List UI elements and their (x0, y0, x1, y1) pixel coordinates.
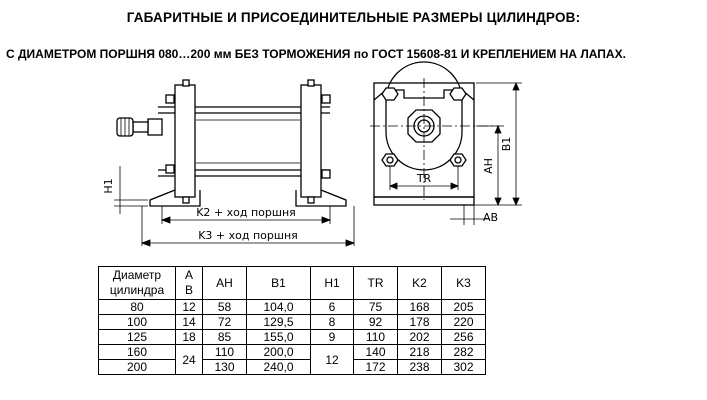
header-k2: K2 (398, 267, 442, 300)
cell-k3: 256 (442, 330, 486, 345)
cell-b1: 240,0 (247, 360, 311, 375)
header-diameter: Диаметр цилиндра (99, 267, 176, 300)
table-row (99, 300, 486, 315)
cell-k2: 238 (398, 360, 442, 375)
cell-tr: 75 (354, 300, 398, 315)
header-b1: B1 (247, 267, 311, 300)
ah-label: AH (482, 158, 495, 174)
cell-h1: 8 (311, 315, 354, 330)
header-ah: AH (203, 267, 247, 300)
table-header-row (99, 267, 486, 300)
cell-diameter: 160 (99, 345, 176, 360)
cell-ab: 14 (176, 315, 203, 330)
dimensions-table (98, 266, 486, 375)
cell-b1: 200,0 (247, 345, 311, 360)
cell-ah: 110 (203, 345, 247, 360)
header-k3: K3 (442, 267, 486, 300)
ab-label: AB (483, 211, 499, 224)
page-title: ГАБАРИТНЫЕ И ПРИСОЕДИНИТЕЛЬНЫЕ РАЗМЕРЫ ЦИЛИНДРОВ: (126, 10, 581, 25)
cell-ah: 130 (203, 360, 247, 375)
table-row (99, 315, 486, 330)
cell-h1: 9 (311, 330, 354, 345)
header-tr: TR (354, 267, 398, 300)
cell-ab: 12 (176, 300, 203, 315)
cell-diameter: 80 (99, 300, 176, 315)
cell-k2: 168 (398, 300, 442, 315)
cell-ah: 72 (203, 315, 247, 330)
table-row (99, 360, 486, 375)
cell-ah: 85 (203, 330, 247, 345)
cell-h1-merged: 12 (311, 345, 354, 375)
cell-b1: 155,0 (247, 330, 311, 345)
header-h1: H1 (311, 267, 354, 300)
table-row (99, 345, 486, 360)
cell-tr: 172 (354, 360, 398, 375)
tr-label: TR (416, 172, 432, 185)
cell-ah: 58 (203, 300, 247, 315)
k2-label: K2 + ход поршня (196, 206, 296, 219)
cell-b1: 129,5 (247, 315, 311, 330)
cell-ab-merged: 24 (176, 345, 203, 375)
side-view (117, 80, 346, 206)
b1-label: B1 (500, 136, 513, 152)
cell-k2: 218 (398, 345, 442, 360)
cell-diameter: 125 (99, 330, 176, 345)
header-ab: A B (176, 267, 203, 300)
cell-k3: 282 (442, 345, 486, 360)
k3-label: K3 + ход поршня (198, 229, 298, 242)
cell-k3: 220 (442, 315, 486, 330)
cell-tr: 140 (354, 345, 398, 360)
cell-k2: 178 (398, 315, 442, 330)
cell-b1: 104,0 (247, 300, 311, 315)
table-row (99, 330, 486, 345)
cell-k2: 202 (398, 330, 442, 345)
cell-h1: 6 (311, 300, 354, 315)
cell-ab: 18 (176, 330, 203, 345)
cell-k3: 302 (442, 360, 486, 375)
cell-k3: 205 (442, 300, 486, 315)
h1-label: H1 (102, 178, 115, 194)
cell-tr: 92 (354, 315, 398, 330)
cell-diameter: 100 (99, 315, 176, 330)
page-subtitle: С ДИАМЕТРОМ ПОРШНЯ 080…200 мм БЕЗ ТОРМОЖЕНИЯ по ГОСТ 15608-81 И КРЕПЛЕНИЕМ НА ЛАПАХ. (6, 47, 626, 61)
cell-tr: 110 (354, 330, 398, 345)
cell-diameter: 200 (99, 360, 176, 375)
